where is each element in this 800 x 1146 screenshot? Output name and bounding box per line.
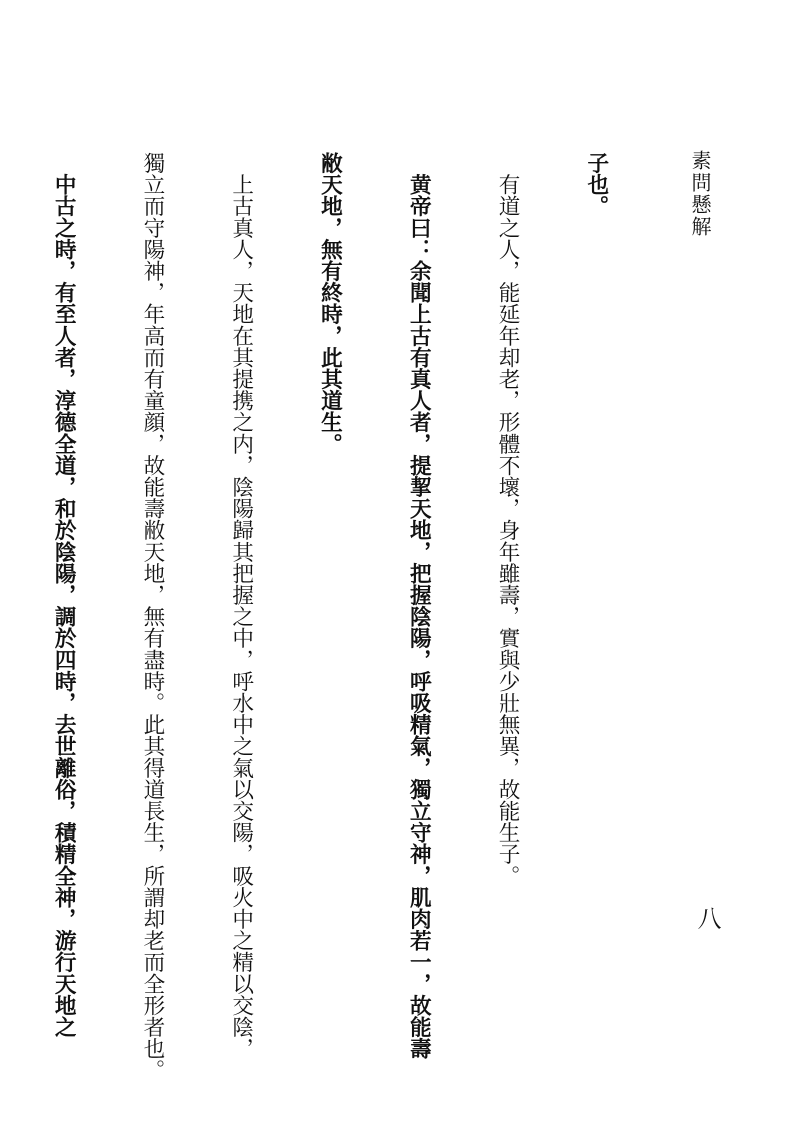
page-number: 八 — [693, 906, 721, 930]
text-column: 獨立而守陽神，年高而有童顔，故能壽敝天地，無有盡時。此其得道長生，所謂却老而全形者也。 — [139, 152, 165, 1081]
text-column: 子也。 — [583, 152, 609, 217]
text-column: 有道之人，能延年却老，形體不壞，身年雖壽，實與少壯無異，故能生子。 — [495, 152, 521, 887]
running-title: 素問懸解 — [688, 150, 712, 238]
text-column: 敝天地，無有終時，此其道生。 — [317, 152, 343, 455]
text-column: 中古之時，有至人者，淳德全道，和於陰陽，調於四時，去世離俗，積精全神，游行天地之 — [51, 152, 77, 1038]
text-column: 上古真人，天地在其提携之内，陰陽歸其把握之中，呼水中之氣以交陽，吸火中之精以交陰， — [228, 152, 254, 1060]
text-column: 黄帝曰：余聞上古有真人者，提挈天地，把握陰陽，呼吸精氣，獨立守神，肌肉若一，故能壽 — [406, 152, 432, 1060]
text-body — [51, 152, 670, 1081]
